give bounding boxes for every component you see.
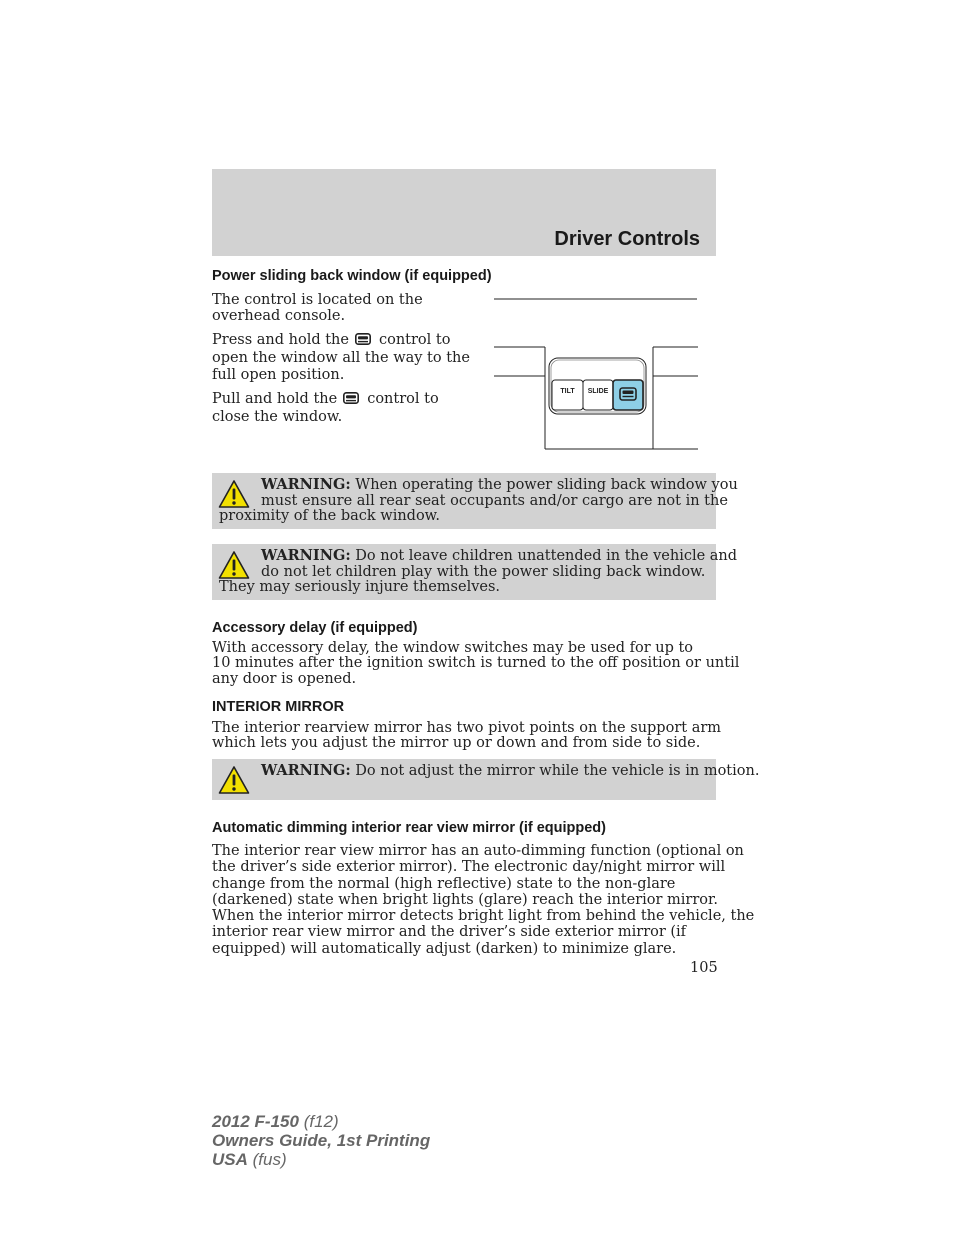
text-line: (darkened) state when bright lights (glare) reach the interior mirror.	[212, 891, 718, 908]
para-accessory-delay	[212, 640, 740, 687]
para-control-location	[212, 292, 482, 324]
rear-window-icon	[355, 333, 371, 345]
text-line	[219, 547, 738, 565]
text-line	[212, 332, 482, 350]
text-line: The control is located on the	[212, 292, 423, 308]
text-line: 10 minutes after the ignition switch is turned to the off position or until	[212, 655, 740, 672]
text-line	[219, 476, 738, 494]
warning-box	[212, 544, 738, 600]
footer-market: USA	[212, 1150, 248, 1169]
heading-sliding-window: Power sliding back window (if equipped)	[212, 268, 492, 284]
text-fragment: Press and hold the	[212, 332, 349, 348]
text-line: The interior rear view mirror has an auto-dimming function (optional on	[212, 843, 744, 859]
footer-line	[212, 1150, 430, 1169]
text-line: full open position.	[212, 367, 345, 383]
footer-model: 2012 F-150	[212, 1112, 299, 1131]
footer-code: (f12)	[303, 1112, 339, 1131]
text-fragment: Do not adjust the mirror while the vehicle is in motion.	[355, 763, 760, 779]
warning-keyword: WARNING:	[261, 762, 351, 779]
text-line: They may seriously injure themselves.	[219, 579, 501, 596]
text-line: With accessory delay, the window switches may be used for up to	[212, 640, 694, 656]
text-line: When the interior mirror detects bright light from behind the vehicle, the	[212, 908, 755, 925]
text-line: change from the normal (high reflective) state to the non-glare	[212, 875, 676, 892]
footer-line	[212, 1131, 430, 1150]
section-title: Driver Controls	[554, 228, 700, 250]
para-interior-mirror	[212, 720, 722, 752]
page-number: 105	[690, 960, 718, 976]
text-line: which lets you adjust the mirror up or down and from side to side.	[212, 735, 701, 752]
text-line: proximity of the back window.	[219, 508, 440, 525]
text-fragment: control to	[378, 332, 451, 348]
tilt-button-label: TILT	[560, 388, 575, 395]
text-line: The interior rearview mirror has two pivot points on the support arm	[212, 720, 722, 736]
slide-button-label: SLIDE	[587, 388, 609, 395]
rear-window-icon	[343, 392, 359, 404]
text-line: close the window.	[212, 408, 343, 425]
text-line: do not let children play with the power sliding back window.	[261, 563, 706, 580]
text-line: must ensure all rear seat occupants and/or cargo are not in the	[261, 492, 728, 509]
text-fragment: Do not leave children unattended in the vehicle and	[355, 548, 738, 564]
warning-box	[212, 759, 760, 800]
para-auto-dimming	[212, 843, 755, 957]
warning-keyword: WARNING:	[261, 547, 351, 564]
warning-box	[212, 473, 738, 529]
footer-guide: Owners Guide, 1st Printing	[212, 1131, 431, 1150]
para-pull-and-hold	[212, 391, 482, 426]
heading-interior-mirror: INTERIOR MIRROR	[212, 699, 345, 715]
para-press-and-hold	[212, 332, 482, 385]
text-line: interior rear view mirror and the driver’s side exterior mirror (if	[212, 924, 687, 941]
text-line	[219, 762, 760, 780]
text-line: the driver’s side exterior mirror). The electronic day/night mirror will	[212, 859, 726, 876]
warning-keyword: WARNING:	[261, 476, 351, 493]
text-line: any door is opened.	[212, 670, 357, 687]
heading-accessory-delay: Accessory delay (if equipped)	[212, 620, 418, 636]
overhead-console-illustration	[494, 297, 699, 450]
header-band	[212, 169, 716, 256]
heading-auto-dimming: Automatic dimming interior rear view mirror (if equipped)	[212, 820, 606, 836]
footer-line	[212, 1112, 430, 1131]
text-line	[212, 391, 482, 409]
text-line: overhead console.	[212, 308, 346, 324]
text-fragment: When operating the power sliding back window you	[355, 477, 738, 493]
text-fragment: Pull and hold the	[212, 391, 338, 407]
footer	[212, 1112, 430, 1169]
text-fragment: control to	[367, 391, 439, 407]
text-line: open the window all the way to the	[212, 349, 470, 366]
overhead-console-figure	[494, 297, 699, 450]
text-line: equipped) will automatically adjust (darken) to minimize glare.	[212, 940, 677, 957]
footer-market-code: (fus)	[252, 1150, 287, 1169]
